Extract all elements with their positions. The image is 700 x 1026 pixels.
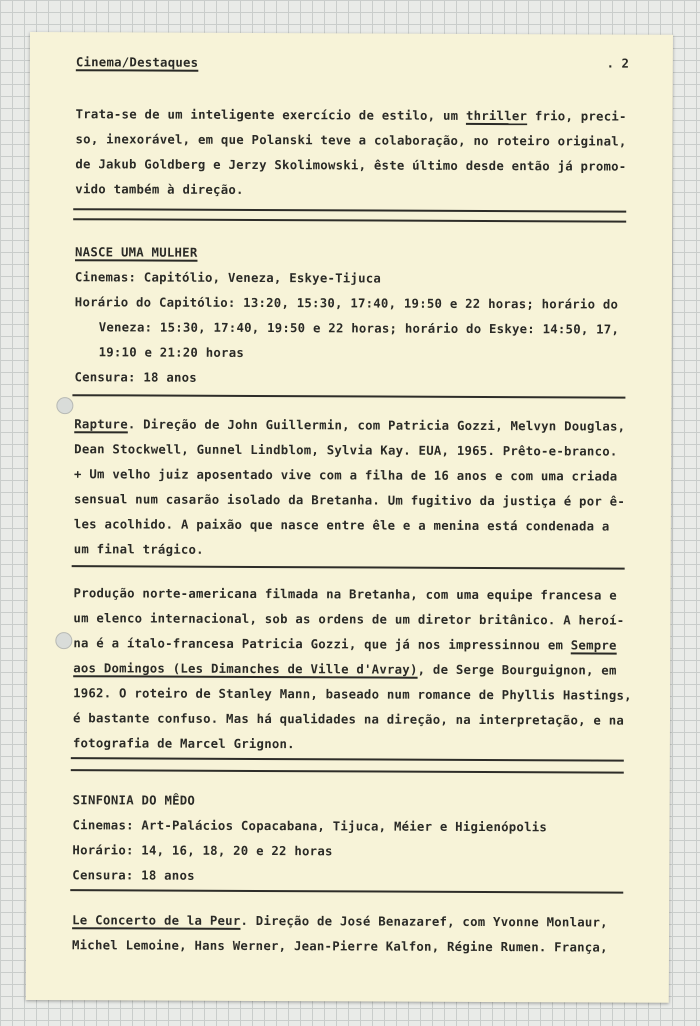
review-line-5: 1962. O roteiro de Stanley Mann, baseado num romance de Phyllis Hastings,: [73, 686, 632, 703]
film-schedule-3: 19:10 e 21:20 horas: [98, 345, 245, 360]
film-title: NASCE UMA MULHER: [75, 245, 198, 260]
divider: [70, 889, 623, 893]
film-cinemas: Cinemas: Art-Palácios Copacabana, Tijuca, Méier e Higienópolis: [72, 818, 548, 835]
film-synopsis-1: + Um velho juiz aposentado vive com a filha de 16 anos e com uma criada: [74, 467, 618, 484]
divider: [73, 208, 626, 212]
typewritten-page: [26, 32, 673, 1003]
film-synopsis-3: les acolhido. A paixão que nasce entre êle e a menina está condenada a: [73, 517, 610, 534]
intro-line-3: de Jakub Goldberg e Jerzy Skolimowski, êste último desde então já promo-: [75, 157, 627, 174]
intro-line-4: vido também à direção.: [75, 182, 244, 197]
review-line-4: aos Domingos (Les Dimanches de Ville d'Avray), de Serge Bourguignon, em: [73, 661, 617, 678]
divider: [73, 218, 626, 222]
page-number: . 2: [606, 56, 629, 71]
film-censorship: Censura: 18 anos: [74, 370, 197, 385]
film-synopsis-4: um final trágico.: [73, 542, 204, 557]
review-line-1: Produção norte-americana filmada na Bretanha, com uma equipe francesa e: [73, 586, 617, 603]
intro-line-2: so, inexorável, em que Polanski teve a colaboração, no roteiro original,: [75, 132, 627, 149]
original-title: Le Concerto de la Peur: [72, 913, 241, 928]
review-line-6: é bastante confuso. Mas há qualidades na direção, na interpretação, e na: [72, 711, 625, 728]
divider: [71, 757, 624, 761]
review-line-7: fotografia de Marcel Grignon.: [72, 736, 295, 752]
divider: [72, 565, 625, 569]
film-schedule-1: Horário do Capitólio: 13:20, 15:30, 17:40, 19:50 e 22 horas; horário do: [74, 295, 619, 312]
punch-hole: [55, 632, 72, 649]
film-synopsis-2: sensual num casarão isolado da Bretanha. Um fugitivo da justiça é por ê-: [73, 492, 626, 509]
film-credits-2: Michel Lemoine, Hans Werner, Jean-Pierre Kalfon, Régine Rumen. França,: [71, 938, 608, 955]
section-header: Cinema/Destaques: [75, 55, 199, 70]
thriller-term: thriller: [465, 108, 528, 124]
referenced-title: aos Domingos (Les Dimanches de Ville d'Avray): [73, 661, 418, 677]
divider: [71, 769, 624, 773]
film-title: SINFONIA DO MÊDO: [72, 793, 196, 808]
film-schedule-2: Veneza: 15:30, 17:40, 19:50 e 22 horas; horário do Eskye: 14:50, 17,: [98, 320, 620, 337]
punch-hole: [56, 397, 73, 414]
referenced-title: Sempre: [570, 638, 617, 653]
film-credits-1: Le Concerto de la Peur. Direção de José Benazaref, com Yvonne Monlaur,: [72, 913, 608, 930]
original-title: Rapture: [74, 417, 128, 432]
review-line-2: um elenco internacional, sob as ordens de um diretor britânico. A heroí-: [73, 611, 625, 628]
review-line-3: na é a ítalo-francesa Patricia Gozzi, que já nos impressinnou em Sempre: [73, 636, 617, 653]
film-cinemas: Cinemas: Capitólio, Veneza, Eskye-Tijuca: [74, 270, 382, 286]
divider: [72, 394, 625, 398]
film-credits-2: Dean Stockwell, Gunnel Lindblom, Sylvia Kay. EUA, 1965. Prêto-e-branco.: [74, 442, 618, 459]
film-censorship: Censura: 18 anos: [72, 868, 195, 883]
intro-line-1: Trata-se de um inteligente exercício de estilo, um thriller frio, preci-: [75, 107, 627, 124]
film-credits-1: Rapture. Direção de John Guillermin, com Patricia Gozzi, Melvyn Douglas,: [74, 417, 626, 434]
film-schedule: Horário: 14, 16, 18, 20 e 22 horas: [72, 843, 333, 859]
